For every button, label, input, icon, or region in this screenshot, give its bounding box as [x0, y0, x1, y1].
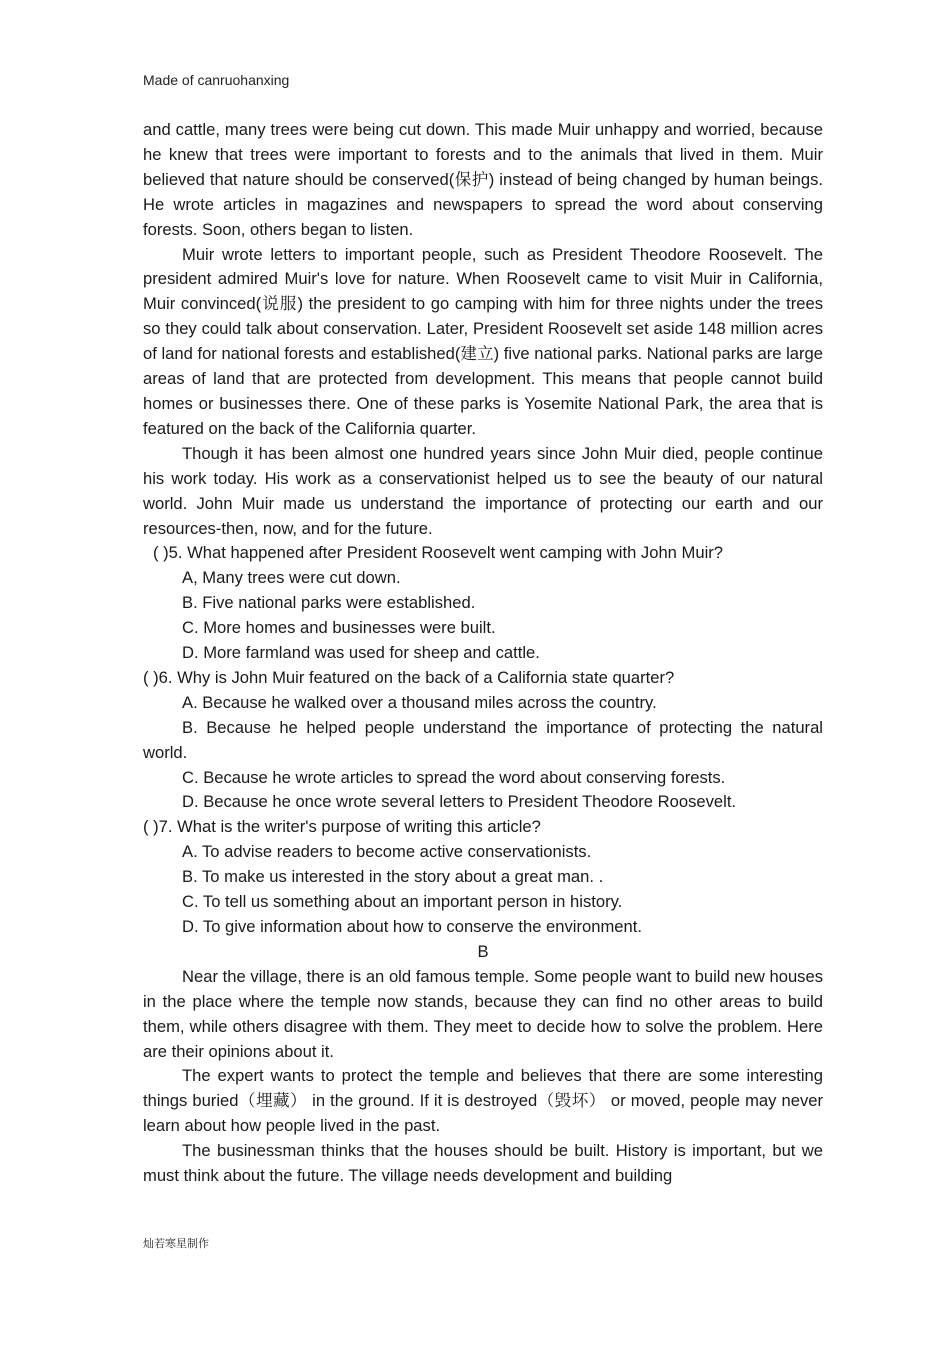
question-6-option-c: C. Because he wrote articles to spread the word about conserving forests. [182, 767, 726, 787]
paragraph-legacy: Though it has been almost one hundred years since John Muir died, people continue his work today. His work as a conservationist helped us to see the beauty of our natural world. John Muir made us understand the importance of protecting our earth and our resources-then, now, and for the future. [143, 443, 823, 538]
question-5-option-b: B. Five national parks were established. [182, 593, 476, 613]
question-5-stem: ( )5. What happened after President Roosevelt went camping with John Muir? [153, 543, 724, 563]
question-5-option-a: A, Many trees were cut down. [182, 568, 401, 588]
paragraph-temple: Near the village, there is an old famous temple. Some people want to build new houses in the place where the temple now stands, because they can find no other areas to build them, while others disagree with them. They meet to decide how to solve the problem. Here are their opinions about it. [143, 966, 823, 1061]
question-7-option-a: A. To advise readers to become active conservationists. [182, 842, 592, 862]
question-7-option-b: B. To make us interested in the story about a great man. . [182, 867, 604, 887]
question-5-option-c: C. More homes and businesses were built. [182, 618, 496, 638]
paragraph-roosevelt: Muir wrote letters to important people, such as President Theodore Roosevelt. The president admired Muir's love for nature. When Roosevelt came to visit Muir in California, Muir convinced(说服) the president to go camping with him for three nights under the trees so they could talk about conservation. Later, President Roosevelt set aside 148 million acres of land for national forests and established(建立) five national parks. National parks are large areas of land that are protected from development. This means that people cannot build homes or businesses there. One of these parks is Yosemite National Park, the area that is featured on the back of the California quarter. [143, 244, 823, 438]
paragraph-businessman: The businessman thinks that the houses should be built. History is important, but we must think about the future. The village needs development and building [143, 1141, 823, 1186]
paragraph-expert: The expert wants to protect the temple and believes that there are some interesting things buried（埋藏） in the ground. If it is destroyed（毁坏） or moved, people may never learn about how people lived in the past. [143, 1066, 823, 1136]
question-7-option-d: D. To give information about how to conserve the environment. [182, 917, 642, 936]
page-footer: 灿若寒星制作 [143, 1237, 209, 1250]
question-6-option-b: B. Because he helped people understand the importance of protecting the natural world. [143, 717, 823, 762]
question-7-option-c: C. To tell us something about an important person in history. [182, 892, 623, 912]
question-6-option-d: D. Because he once wrote several letters to President Theodore Roosevelt. [182, 792, 737, 812]
document-body [143, 118, 823, 1189]
question-7-stem: ( )7. What is the writer's purpose of writing this article? [143, 817, 541, 837]
question-6-stem: ( )6. Why is John Muir featured on the back of a California state quarter? [143, 667, 675, 687]
page-header: Made of canruohanxing [143, 72, 290, 88]
question-5-option-d: D. More farmland was used for sheep and cattle. [182, 643, 540, 663]
section-b-heading: B [477, 941, 489, 961]
paragraph-muir-conservation: and cattle, many trees were being cut down. This made Muir unhappy and worried, because he knew that trees were important to forests and to the animals that lived in them. Muir believed that nature should be conserved(保护) instead of being changed by human beings. He wrote articles in magazines and newspapers to spread the word about conserving forests. Soon, others began to listen. [143, 120, 823, 239]
question-6-option-a: A. Because he walked over a thousand miles across the country. [182, 692, 657, 712]
